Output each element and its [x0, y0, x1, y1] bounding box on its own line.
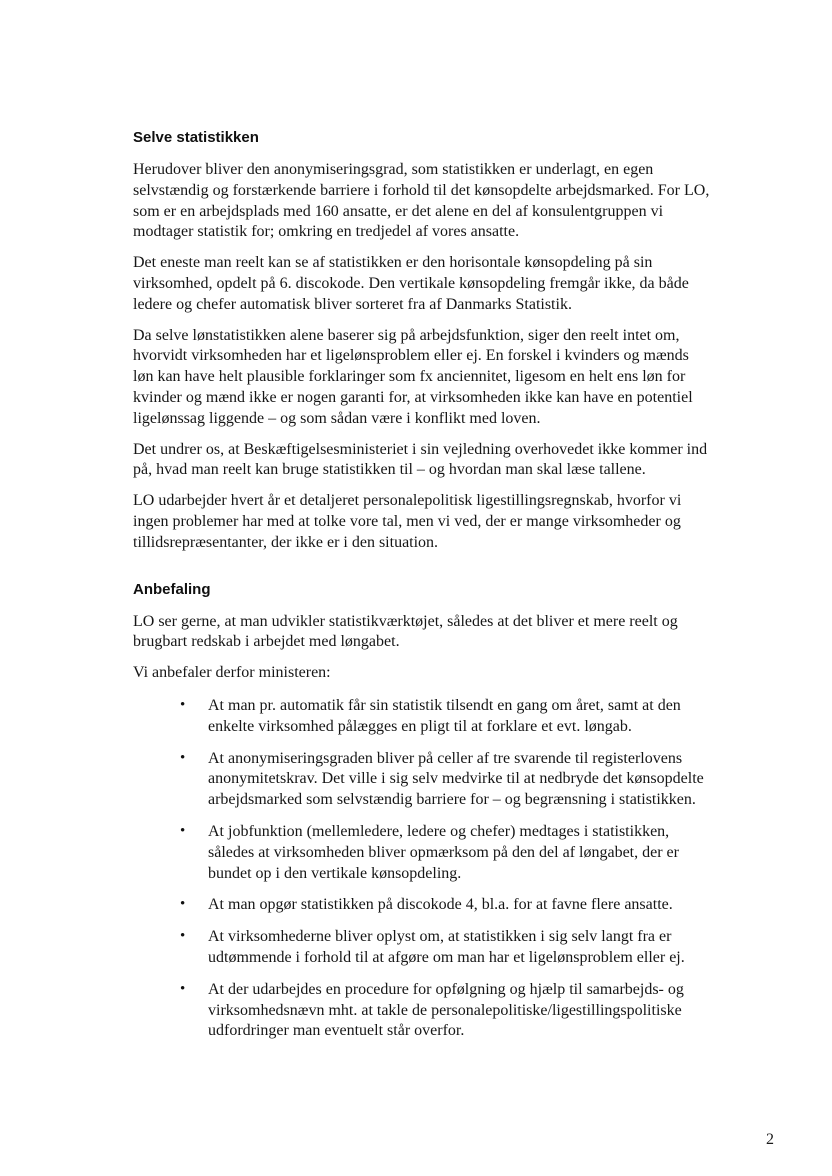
bullet-item: [133, 696, 711, 738]
bullet-text: At man pr. automatik får sin statistik tilsendt en gang om året, samt at den enkelte virksomhed pålægges en pligt til at forklare et evt. løngab.: [208, 696, 681, 735]
page-content: [133, 128, 711, 1053]
bullet-text: At man opgør statistikken på discokode 4, bl.a. for at favne flere ansatte.: [208, 896, 673, 914]
recommendations-list: [133, 696, 711, 1042]
bullet-item: [133, 749, 711, 811]
paragraph-recommendations-intro: Vi anbefaler derfor ministeren:: [133, 664, 331, 682]
paragraph: Da selve lønstatistikken alene baserer sig på arbejdsfunktion, siger den reelt intet om, hvorvidt virksomheden har et ligelønsproblem eller ej. En forskel i kvinders og mænds løn kan have helt plausible forklaringer som fx anciennitet, ligesom en helt ens løn for kvinder og mænd ikke er nogen garanti for, at virksomheden ikke kan have en potentiel ligelønssag liggende – og som sådan være i konflikt med loven.: [133, 326, 693, 427]
bullet-marker-icon: •: [180, 696, 186, 713]
bullet-item: [133, 980, 711, 1042]
page-number: 2: [766, 1131, 774, 1148]
bullet-marker-icon: •: [180, 822, 186, 839]
bullet-marker-icon: •: [180, 980, 186, 997]
section-heading-selve-statistikken: Selve statistikken: [133, 129, 259, 146]
bullet-text: At virksomhederne bliver oplyst om, at statistikken i sig selv langt fra er udtømmende i forhold til at afgøre om man har et ligelønsproblem eller ej.: [208, 928, 685, 966]
bullet-marker-icon: •: [180, 928, 186, 945]
bullet-text: At der udarbejdes en procedure for opfølgning og hjælp til samarbejds- og virksomhedsnævn mht. at takle de personalepolitiske/ligestillingspolitiske udfordringer man eventuelt står overfor.: [208, 980, 684, 1040]
bullet-item: [133, 822, 711, 884]
paragraph: Herudover bliver den anonymiseringsgrad, som statistikken er underlagt, en egen selvstændig og forstærkende barriere i forhold til det kønsopdelte arbejdsmarked. For LO, som er en arbejdsplads med 160 ansatte, er det alene en del af konsulentgruppen vi modtager statistik for; omkring en tredjedel af vores ansatte.: [133, 161, 710, 241]
paragraph: LO ser gerne, at man udvikler statistikværktøjet, således at det bliver et mere reelt og brugbart redskab i arbejdet med løngabet.: [133, 612, 678, 651]
paragraph: Det undrer os, at Beskæftigelsesministeriet i sin vejledning overhovedet ikke kommer ind på, hvad man reelt kan bruge statistikken til – og hvordan man skal læse tallene.: [133, 440, 708, 479]
bullet-marker-icon: •: [180, 749, 186, 766]
bullet-marker-icon: •: [180, 896, 186, 913]
paragraph: LO udarbejder hvert år et detaljeret personalepolitisk ligestillingsregnskab, hvorfor vi ingen problemer har med at tolke vore tal, men vi ved, der er mange virksomheder og tillidsrepræsentanter, der ikke er i den situation.: [133, 492, 682, 551]
bullet-text: At anonymiseringsgraden bliver på celler af tre svarende til registerlovens anonymitetskrav. Det ville i sig selv medvirke til at nedbryde det kønsopdelte arbejdsmarked som selvstændig barriere for – og begrænsning i statistikken.: [208, 749, 704, 809]
bullet-item: [133, 895, 711, 916]
section-heading-anbefaling: Anbefaling: [133, 580, 211, 598]
paragraph: Det eneste man reelt kan se af statistikken er den horisontale kønsopdeling på sin virksomhed, opdelt på 6. discokode. Den vertikale kønsopdeling fremgår ikke, da både ledere og chefer automatisk bliver sorteret fra af Danmarks Statistik.: [133, 254, 689, 313]
bullet-item: [133, 927, 711, 969]
bullet-text: At jobfunktion (mellemledere, ledere og chefer) medtages i statistikken, således at virksomheden bliver opmærksom på den del af løngabet, der er bundet op i den vertikale kønsopdeling.: [208, 822, 679, 882]
